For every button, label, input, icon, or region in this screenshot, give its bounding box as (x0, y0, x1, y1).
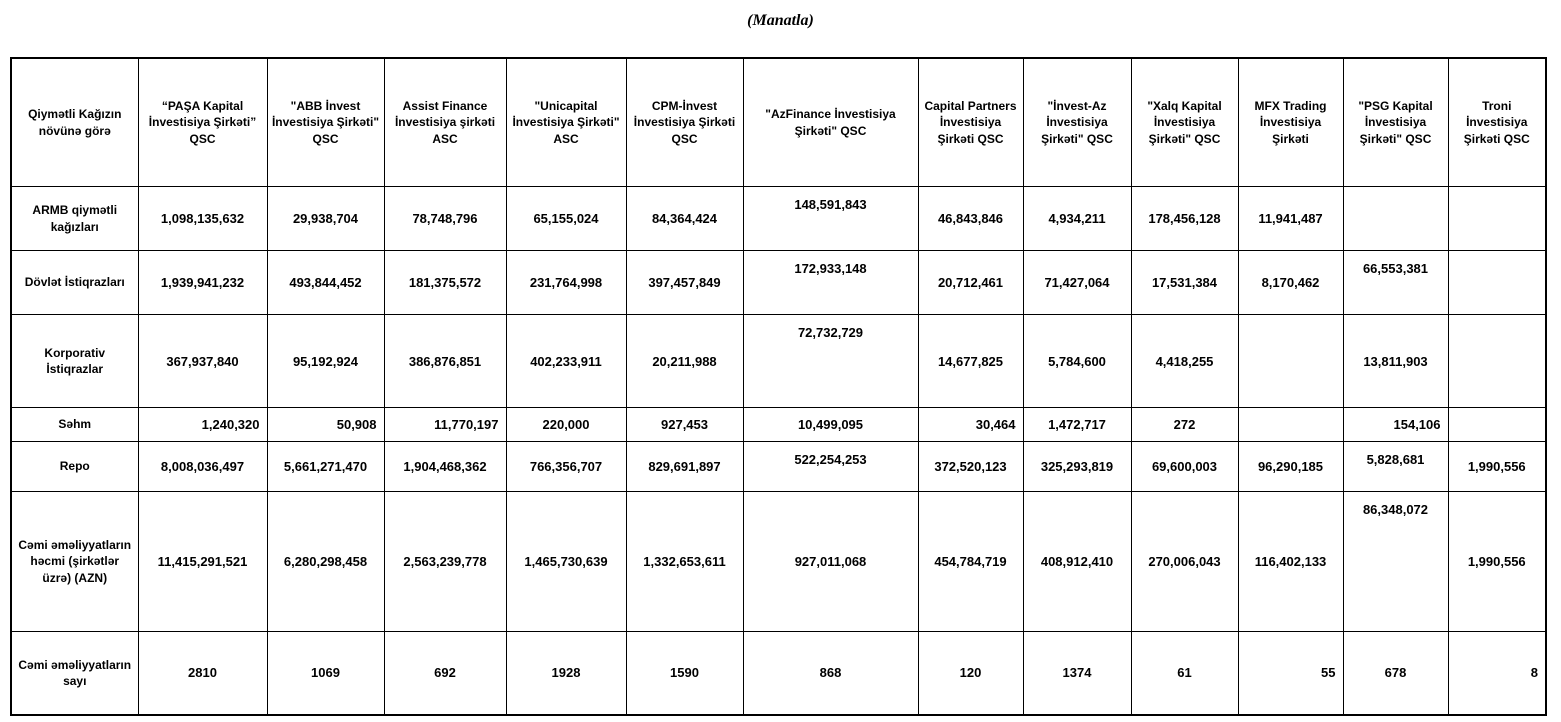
value-cell: 272 (1131, 408, 1238, 442)
value-cell: 46,843,846 (918, 187, 1023, 251)
value-cell (1448, 187, 1546, 251)
value-cell: 29,938,704 (267, 187, 384, 251)
value-cell: 678 (1343, 632, 1448, 715)
value-cell: 927,011,068 (743, 492, 918, 632)
value-cell: 61 (1131, 632, 1238, 715)
value-cell: 11,941,487 (1238, 187, 1343, 251)
value-cell: 178,456,128 (1131, 187, 1238, 251)
value-cell: 868 (743, 632, 918, 715)
value-cell: 1,990,556 (1448, 442, 1546, 492)
value-cell: 4,418,255 (1131, 315, 1238, 408)
value-cell: 402,233,911 (506, 315, 626, 408)
value-cell: 86,348,072 (1343, 492, 1448, 632)
value-cell: 454,784,719 (918, 492, 1023, 632)
value-cell: 220,000 (506, 408, 626, 442)
value-cell: 71,427,064 (1023, 251, 1131, 315)
value-cell: 1,240,320 (138, 408, 267, 442)
value-cell: 1928 (506, 632, 626, 715)
value-cell: 367,937,840 (138, 315, 267, 408)
column-header: Assist Finance İnvestisiya şirkəti ASC (384, 58, 506, 187)
value-cell: 20,211,988 (626, 315, 743, 408)
column-header: "Unicapital İnvestisiya Şirkəti" ASC (506, 58, 626, 187)
column-header: "ABB İnvest İnvestisiya Şirkəti" QSC (267, 58, 384, 187)
value-cell (1238, 315, 1343, 408)
header-row (11, 58, 1546, 187)
value-cell (1448, 408, 1546, 442)
value-cell: 6,280,298,458 (267, 492, 384, 632)
value-cell: 386,876,851 (384, 315, 506, 408)
row-header: Korporativ İstiqrazlar (11, 315, 138, 408)
row-header: Dövlət İstiqrazları (11, 251, 138, 315)
value-cell: 69,600,003 (1131, 442, 1238, 492)
value-cell: 78,748,796 (384, 187, 506, 251)
table-row (11, 442, 1546, 492)
table-row (11, 408, 1546, 442)
value-cell: 13,811,903 (1343, 315, 1448, 408)
table-row (11, 492, 1546, 632)
value-cell: 172,933,148 (743, 251, 918, 315)
value-cell (1448, 315, 1546, 408)
value-cell: 8,008,036,497 (138, 442, 267, 492)
value-cell (1238, 408, 1343, 442)
page-title: (Manatla) (747, 12, 814, 29)
value-cell: 397,457,849 (626, 251, 743, 315)
column-header: “PAŞA Kapital İnvestisiya Şirkəti” QSC (138, 58, 267, 187)
value-cell: 20,712,461 (918, 251, 1023, 315)
value-cell: 1,990,556 (1448, 492, 1546, 632)
column-header: "PSG Kapital İnvestisiya Şirkəti" QSC (1343, 58, 1448, 187)
value-cell: 522,254,253 (743, 442, 918, 492)
value-cell: 2810 (138, 632, 267, 715)
value-cell: 1,465,730,639 (506, 492, 626, 632)
value-cell: 84,364,424 (626, 187, 743, 251)
value-cell: 10,499,095 (743, 408, 918, 442)
value-cell: 5,828,681 (1343, 442, 1448, 492)
value-cell: 231,764,998 (506, 251, 626, 315)
value-cell: 927,453 (626, 408, 743, 442)
value-cell (1343, 187, 1448, 251)
value-cell: 4,934,211 (1023, 187, 1131, 251)
column-header: CPM-İnvest İnvestisiya Şirkəti QSC (626, 58, 743, 187)
value-cell: 372,520,123 (918, 442, 1023, 492)
value-cell: 493,844,452 (267, 251, 384, 315)
value-cell: 11,770,197 (384, 408, 506, 442)
column-header: Troni İnvestisiya Şirkəti QSC (1448, 58, 1546, 187)
value-cell: 120 (918, 632, 1023, 715)
value-cell: 72,732,729 (743, 315, 918, 408)
value-cell (1448, 251, 1546, 315)
table-row (11, 315, 1546, 408)
value-cell: 148,591,843 (743, 187, 918, 251)
securities-operations-table (10, 57, 1547, 716)
value-cell: 1,904,468,362 (384, 442, 506, 492)
value-cell: 55 (1238, 632, 1343, 715)
value-cell: 1374 (1023, 632, 1131, 715)
value-cell: 65,155,024 (506, 187, 626, 251)
value-cell: 270,006,043 (1131, 492, 1238, 632)
table-row (11, 251, 1546, 315)
value-cell: 325,293,819 (1023, 442, 1131, 492)
value-cell: 181,375,572 (384, 251, 506, 315)
value-cell: 2,563,239,778 (384, 492, 506, 632)
value-cell: 154,106 (1343, 408, 1448, 442)
column-header: MFX Trading İnvestisiya Şirkəti (1238, 58, 1343, 187)
value-cell: 408,912,410 (1023, 492, 1131, 632)
table-row (11, 187, 1546, 251)
table-row (11, 632, 1546, 715)
value-cell: 116,402,133 (1238, 492, 1343, 632)
value-cell: 66,553,381 (1343, 251, 1448, 315)
value-cell: 1069 (267, 632, 384, 715)
value-cell: 1590 (626, 632, 743, 715)
value-cell: 1,332,653,611 (626, 492, 743, 632)
value-cell: 50,908 (267, 408, 384, 442)
row-header: Repo (11, 442, 138, 492)
corner-header: Qiymətli Kağızın növünə görə (11, 58, 138, 187)
value-cell: 692 (384, 632, 506, 715)
value-cell: 8,170,462 (1238, 251, 1343, 315)
row-header: ARMB qiymətli kağızları (11, 187, 138, 251)
column-header: Capital Partners İnvestisiya Şirkəti QSC (918, 58, 1023, 187)
value-cell: 95,192,924 (267, 315, 384, 408)
value-cell: 5,661,271,470 (267, 442, 384, 492)
value-cell: 829,691,897 (626, 442, 743, 492)
value-cell: 8 (1448, 632, 1546, 715)
value-cell: 766,356,707 (506, 442, 626, 492)
value-cell: 5,784,600 (1023, 315, 1131, 408)
value-cell: 1,098,135,632 (138, 187, 267, 251)
row-header: Cəmi əməliyyatların sayı (11, 632, 138, 715)
column-header: "İnvest-Az İnvestisiya Şirkəti" QSC (1023, 58, 1131, 187)
value-cell: 96,290,185 (1238, 442, 1343, 492)
value-cell: 14,677,825 (918, 315, 1023, 408)
column-header: "Xalq Kapital İnvestisiya Şirkəti" QSC (1131, 58, 1238, 187)
value-cell: 1,939,941,232 (138, 251, 267, 315)
value-cell: 1,472,717 (1023, 408, 1131, 442)
column-header: "AzFinance İnvestisiya Şirkəti" QSC (743, 58, 918, 187)
value-cell: 11,415,291,521 (138, 492, 267, 632)
value-cell: 17,531,384 (1131, 251, 1238, 315)
row-header: Səhm (11, 408, 138, 442)
value-cell: 30,464 (918, 408, 1023, 442)
row-header: Cəmi əməliyyatların həcmi (şirkətlər üzrə) (AZN) (11, 492, 138, 632)
